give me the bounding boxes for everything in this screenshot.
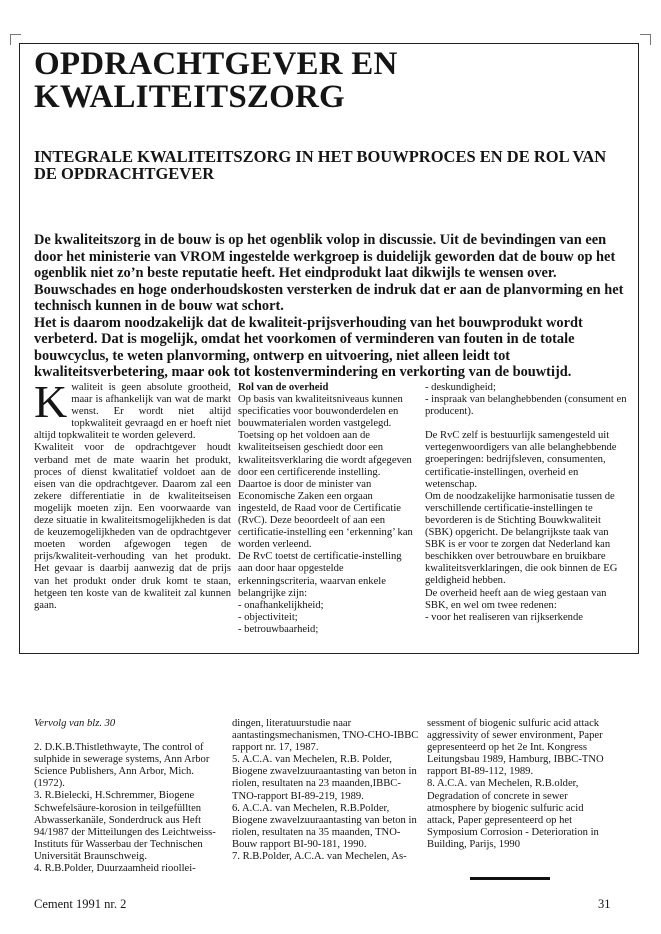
body-column-1 bbox=[34, 376, 231, 612]
end-of-article-bar bbox=[470, 877, 550, 880]
body-paragraph: De RvC toetst de certificatie-instelling aan door haar opgestelde erkenningscriteria, waarvan enkele belangrijke zijn: bbox=[238, 551, 402, 599]
reference-item: 5. A.C.A. van Mechelen, R.B. Polder, Biogene zwavelzuuraantasting van beton in riolen, resultaten na 23 maanden,IBBC-TNO-rapport BI-89-219, 1989. bbox=[232, 754, 417, 802]
references-column-2 bbox=[232, 718, 419, 863]
body-paragraph: De overheid heeft aan de wieg gestaan van SBK, en wel om twee redenen: bbox=[425, 587, 607, 611]
body-column-3 bbox=[425, 382, 630, 624]
drop-cap: K bbox=[34, 376, 68, 427]
list-item: - inspraak van belanghebbenden (consument en producent). bbox=[425, 394, 627, 418]
continued-note: Vervolg van blz. 30 bbox=[34, 718, 116, 729]
body-column-2 bbox=[238, 382, 415, 636]
paragraph-gap bbox=[425, 418, 630, 430]
list-item: - objectiviteit; bbox=[238, 611, 298, 623]
references-column-3 bbox=[427, 718, 613, 851]
body-paragraph bbox=[34, 376, 231, 442]
reference-item: 6. A.C.A. van Mechelen, R.B.Polder, Biogene zwavelzuuraantasting van beton in riolen, resultaten na 35 maanden, TNO-Bouw rapport BI-90-181, 1990. bbox=[232, 802, 417, 850]
body-paragraph: Toetsing op het voldoen aan de kwaliteitseisen geschiedt door een kwaliteitsverklaring die wordt afgegeven door een certificerende instelling. bbox=[238, 430, 412, 478]
reference-item: dingen, literatuurstudie naar aantastingsmechanismen, TNO-CHO-IBBC rapport nr. 17, 1987. bbox=[232, 718, 419, 754]
body-paragraph: Om de noodzakelijke harmonisatie tussen de verschillende certificatie-instellingen te bevorderen is de Stichting Bouwkwaliteit (SBK) opgericht. De belangrijkste taak van SBK is er voor te zorgen dat Nederland kan beschikken over betrouwbare en bruikbare kwaliteitsverklaringen, die ook binnen de EG geldigheid hebben. bbox=[425, 490, 618, 587]
article-intro bbox=[34, 232, 626, 381]
reference-item: 8. A.C.A. van Mechelen, R.B.older, Degradation of concrete in sewer atmosphere by biogenic sulfuric acid attack, Paper gepresenteerd op het Symposium Corrosion - Deterioration in Building, Parijs, 1990 bbox=[427, 778, 599, 850]
reference-item: 4. R.B.Polder, Duurzaamheid rioollei- bbox=[34, 863, 196, 875]
reference-item: 3. R.Bielecki, H.Schremmer, Biogene Schwefelsäure-korosion in teilgefüllten Abwasserkanäle, Sonderdruck aus Heft 94/1987 der Mitteilungen des Leichtweiss-Instituts für Wasserbau der Technischen Universität Braunschweig. bbox=[34, 790, 216, 862]
reference-item: 2. D.K.B.Thistlethwayte, The control of sulphide in sewerage systems, Ann Arbor Science Publishers, Ann Arbor, Mich. (1972). bbox=[34, 742, 210, 790]
intro-paragraph: De kwaliteitszorg in de bouw is op het ogenblik volop in discussie. Uit de bevindingen van een door het ministerie van VROM ingestelde werkgroep is duidelijk geworden dat de bouw op het ogenblik niet zo’n beste reputatie heeft. Het eindprodukt laat dikwijls te wensen over. Bouwschades en hoge onderhoudskosten versterken de indruk dat er aan de planvorming en het technisch kunnen in de bouw wat schort. bbox=[34, 232, 624, 314]
section-heading: Rol van de overheid bbox=[238, 382, 329, 393]
body-paragraph: Daartoe is door de minister van Economische Zaken een orgaan ingesteld, de Raad voor de Certificatie (RvC). Deze beoordeelt of aan een certificatie-instelling een ‘erkenning’ kan worden verleend. bbox=[238, 478, 413, 551]
body-paragraph: Kwaliteit voor de opdrachtgever houdt verband met de mate waarin het produkt, proces of dienst kwalitatief voldoet aan de eisen van die opdrachtgever. Daarom zal een zekere differentiatie in de kwaliteitseisen mogelijk moeten zijn. Een voorwaarde van deze situatie in kwaliteitsmogelijkheden is dat de keuzemogelijkheden van de opdrachtgever moeten worden afgewogen tegen de prijs/kwaliteit-verhouding van het produkt. Het gevaar is daarbij aanwezig dat de prijs van het produkt onder druk komt te staan, hetgeen ten koste van de kwaliteit zal kunnen gaan. bbox=[34, 442, 231, 611]
intro-paragraph: Het is daarom noodzakelijk dat de kwaliteit-prijsverhouding van het bouwprodukt wordt verbeterd. Dat is mogelijk, omdat het voorkomen of verminderen van fouten in de totale bouwcyclus, te weten planvorming, ontwerp en uitvoering, niet alleen leidt tot kwaliteitsverbetering, maar ook tot kostenvermindering en verkorting van de bouwtijd. bbox=[34, 314, 583, 380]
article-title: OPDRACHTGEVER EN KWALITEITSZORG bbox=[34, 46, 398, 115]
reference-item: sessment of biogenic sulfuric acid attack aggressivity of sewer environment, Paper gepresenteerd op het 2e Int. Kongress Leitungsbau 1989, Hamburg, IBBC-TNO rapport BI-89-112, 1989. bbox=[427, 718, 604, 778]
reference-item: 7. R.B.Polder, A.C.A. van Mechelen, As- bbox=[232, 851, 407, 863]
body-paragraph: Op basis van kwaliteitsniveaus kunnen specificaties voor bouwonderdelen en bouwmaterialen worden vastgelegd. bbox=[238, 394, 403, 430]
article-subtitle: INTEGRALE KWALITEITSZORG IN HET BOUWPROCES EN DE ROL VAN DE OPDRACHTGEVER bbox=[34, 147, 607, 183]
journal-footer: Cement 1991 nr. 2 bbox=[34, 897, 127, 911]
list-item: - onafhankelijkheid; bbox=[238, 599, 324, 611]
list-item: - deskundigheid; bbox=[425, 382, 496, 393]
list-item: - voor het realiseren van rijkserkende bbox=[425, 611, 583, 623]
body-text: waliteit is geen absolute grootheid, maar is afhankelijk van wat de markt wenst. Er wordt niet altijd topkwaliteit gevraagd en er hoeft niet altijd topkwaliteit te worden geleverd. bbox=[34, 382, 231, 442]
crop-mark-top-right bbox=[640, 34, 651, 45]
references-column-1 bbox=[34, 718, 225, 875]
body-paragraph: De RvC zelf is bestuurlijk samengesteld uit vertegenwoordigers van alle belanghebbende groeperingen: bedrijfsleven, consumenten, certificatie-instellingen, overheid en wetenschap. bbox=[425, 430, 617, 490]
list-item: - betrouwbaarheid; bbox=[238, 623, 319, 635]
page-number: 31 bbox=[598, 897, 611, 911]
